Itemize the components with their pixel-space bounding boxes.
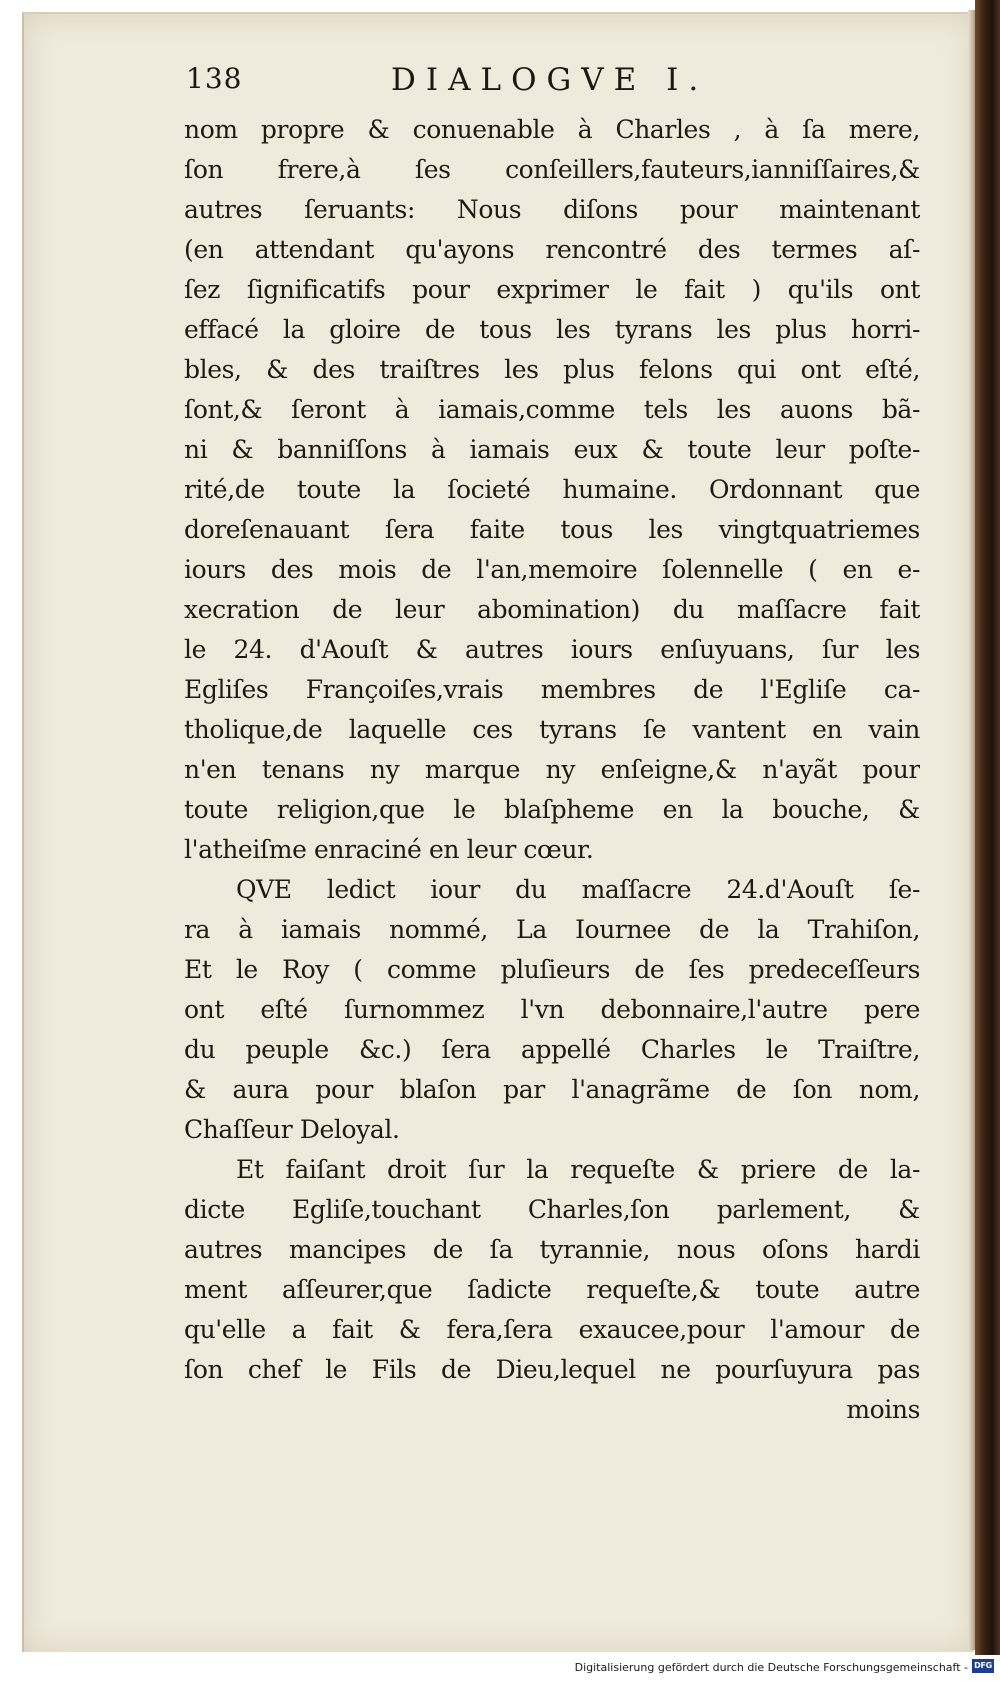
running-title: DIALOGVE I.: [391, 62, 709, 98]
text-line: Et le Roy ( comme pluſieurs de ſes predeceſſeurs: [184, 955, 920, 984]
text-line: effacé la gloire de tous les tyrans les plus horri-: [184, 315, 920, 344]
text-line: ſon chef le Fils de Dieu,lequel ne pourſuyura pas: [184, 1355, 920, 1384]
page-number: 138: [186, 62, 243, 95]
text-line: toute religion,que le blaſpheme en la bouche, &: [184, 795, 920, 824]
book-spine-edge: [975, 0, 1000, 1655]
text-line: dicte Egliſe,touchant Charles,ſon parlement, &: [184, 1195, 920, 1224]
text-line: ſez ſignificatifs pour exprimer le fait ) qu'ils ont: [184, 275, 920, 304]
text-line: tholique,de laquelle ces tyrans ſe vantent en vain: [184, 715, 920, 744]
text-line: du peuple &c.) ſera appellé Charles le Traiſtre,: [184, 1035, 920, 1064]
running-head: [186, 62, 916, 106]
text-line: QVE ledict iour du maſſacre 24.d'Aouſt ſe-: [236, 875, 920, 904]
catchword: moins: [846, 1395, 920, 1424]
text-line: xecration de leur abomination) du maſſacre fait: [184, 595, 920, 624]
text-line: autres mancipes de ſa tyrannie, nous oſons hardi: [184, 1235, 920, 1264]
text-line: Egliſes Françoiſes,vrais membres de l'Egliſe ca-: [184, 675, 920, 704]
text-line: autres ſeruants: Nous diſons pour maintenant: [184, 195, 920, 224]
text-line: l'atheiſme enraciné en leur cœur.: [184, 835, 594, 864]
text-line: ſont,& ſeront à iamais,comme tels les auons bã-: [184, 395, 920, 424]
text-line: Et faiſant droit ſur la requeſte & priere de la-: [236, 1155, 920, 1184]
text-line: Chaſſeur Deloyal.: [184, 1115, 400, 1144]
text-line: ra à iamais nommé, La Iournee de la Trahiſon,: [184, 915, 920, 944]
text-line: iours des mois de l'an,memoire ſolennelle ( en e-: [184, 555, 920, 584]
text-line: n'en tenans ny marque ny enſeigne,& n'ayãt pour: [184, 755, 920, 784]
digitization-credit: Digitalisierung gefördert durch die Deutsche Forschungsgemeinschaft -: [574, 1661, 968, 1674]
text-line: ment aſſeurer,que ſadicte requeſte,& toute autre: [184, 1275, 920, 1304]
text-line: ont eſté ſurnommez l'vn debonnaire,l'autre pere: [184, 995, 920, 1024]
text-line: ſon frere,à ſes conſeillers,fauteurs,ianniſſaires,&: [184, 155, 920, 184]
text-line: bles, & des traiſtres les plus felons qui ont eſté,: [184, 355, 920, 384]
text-line: le 24. d'Aouſt & autres iours enſuyuans, ſur les: [184, 635, 920, 664]
text-line: nom propre & conuenable à Charles , à ſa mere,: [184, 115, 920, 144]
body-text: [184, 110, 920, 1430]
text-line: ni & banniſſons à iamais eux & toute leur poſte-: [184, 435, 920, 464]
text-line: doreſenauant ſera faite tous les vingtquatriemes: [184, 515, 920, 544]
text-line: & aura pour blaſon par l'anagrãme de ſon nom,: [184, 1075, 920, 1104]
dfg-logo-icon: DFG: [972, 1659, 994, 1673]
text-line: qu'elle a fait & fera,ſera exaucee,pour l'amour de: [184, 1315, 920, 1344]
text-line: (en attendant qu'ayons rencontré des termes aſ-: [184, 235, 920, 264]
text-line: rité,de toute la ſocieté humaine. Ordonnant que: [184, 475, 920, 504]
